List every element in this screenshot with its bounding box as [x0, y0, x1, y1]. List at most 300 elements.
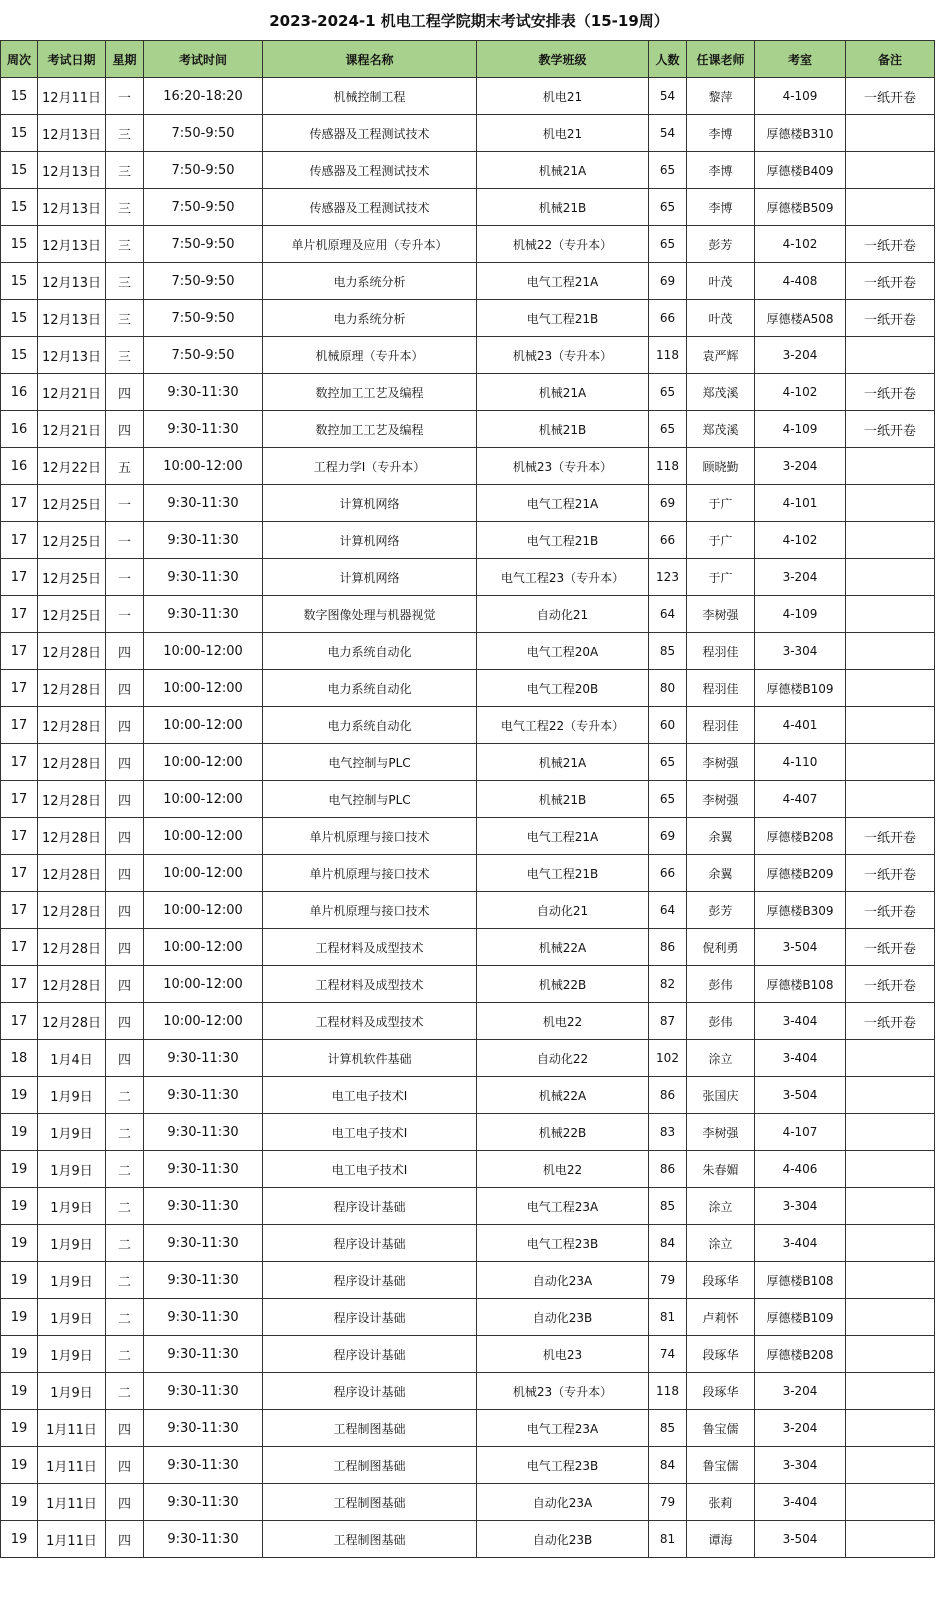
teacher-cell: 朱春媚 — [687, 1151, 755, 1188]
course-name-cell: 工程制图基础 — [263, 1484, 477, 1521]
exam-date-cell: 12月28日 — [38, 855, 106, 892]
course-name-cell: 程序设计基础 — [263, 1336, 477, 1373]
count-cell: 86 — [649, 1077, 687, 1114]
course-name-cell: 电力系统分析 — [263, 300, 477, 337]
week-cell: 17 — [1, 559, 38, 596]
count-cell: 64 — [649, 892, 687, 929]
exam-time-cell: 7:50-9:50 — [144, 263, 263, 300]
course-name-cell: 电力系统自动化 — [263, 707, 477, 744]
week-cell: 15 — [1, 263, 38, 300]
exam-time-cell: 9:30-11:30 — [144, 1262, 263, 1299]
class-cell: 自动化21 — [477, 892, 649, 929]
remark-cell: 一纸开卷 — [846, 818, 935, 855]
count-cell: 66 — [649, 300, 687, 337]
class-cell: 电气工程23（专升本） — [477, 559, 649, 596]
teacher-cell: 郑茂溪 — [687, 374, 755, 411]
page-title: 2023-2024-1 机电工程学院期末考试安排表（15-19周） — [269, 12, 669, 30]
exam-date-cell: 12月13日 — [38, 337, 106, 374]
class-cell: 自动化23B — [477, 1299, 649, 1336]
table-header-row — [1, 41, 935, 78]
class-cell: 电气工程23A — [477, 1188, 649, 1225]
exam-time-cell: 9:30-11:30 — [144, 522, 263, 559]
room-cell: 4-107 — [755, 1114, 846, 1151]
weekday-cell: 四 — [106, 374, 144, 411]
table-row — [1, 374, 935, 411]
count-cell: 85 — [649, 1410, 687, 1447]
week-cell: 19 — [1, 1077, 38, 1114]
room-cell: 4-408 — [755, 263, 846, 300]
exam-date-cell: 12月28日 — [38, 781, 106, 818]
course-name-cell: 工程制图基础 — [263, 1410, 477, 1447]
teacher-cell: 叶茂 — [687, 300, 755, 337]
room-cell: 3-204 — [755, 448, 846, 485]
table-row — [1, 1336, 935, 1373]
room-cell: 3-204 — [755, 559, 846, 596]
exam-time-cell: 9:30-11:30 — [144, 411, 263, 448]
remark-cell — [846, 1225, 935, 1262]
week-cell: 19 — [1, 1447, 38, 1484]
exam-time-cell: 7:50-9:50 — [144, 152, 263, 189]
count-cell: 65 — [649, 744, 687, 781]
weekday-cell: 四 — [106, 855, 144, 892]
remark-cell: 一纸开卷 — [846, 1003, 935, 1040]
class-cell: 机械21B — [477, 189, 649, 226]
week-cell: 17 — [1, 633, 38, 670]
course-name-cell: 单片机原理与接口技术 — [263, 855, 477, 892]
remark-cell — [846, 337, 935, 374]
count-cell: 60 — [649, 707, 687, 744]
teacher-cell: 程羽佳 — [687, 670, 755, 707]
exam-date-cell: 1月9日 — [38, 1114, 106, 1151]
table-row — [1, 781, 935, 818]
count-cell: 80 — [649, 670, 687, 707]
class-cell: 自动化22 — [477, 1040, 649, 1077]
weekday-cell: 四 — [106, 744, 144, 781]
exam-date-cell: 12月28日 — [38, 929, 106, 966]
table-row — [1, 818, 935, 855]
count-cell: 69 — [649, 263, 687, 300]
table-row — [1, 115, 935, 152]
header-exam-time: 考试时间 — [144, 41, 263, 78]
header-remark: 备注 — [846, 41, 935, 78]
teacher-cell: 段琢华 — [687, 1336, 755, 1373]
exam-time-cell: 10:00-12:00 — [144, 892, 263, 929]
course-name-cell: 计算机网络 — [263, 485, 477, 522]
remark-cell: 一纸开卷 — [846, 929, 935, 966]
table-row — [1, 707, 935, 744]
exam-time-cell: 9:30-11:30 — [144, 1188, 263, 1225]
class-cell: 机械22B — [477, 966, 649, 1003]
week-cell: 19 — [1, 1410, 38, 1447]
header-class: 教学班级 — [477, 41, 649, 78]
week-cell: 17 — [1, 855, 38, 892]
weekday-cell: 一 — [106, 559, 144, 596]
remark-cell — [846, 1299, 935, 1336]
weekday-cell: 四 — [106, 411, 144, 448]
room-cell: 4-109 — [755, 411, 846, 448]
room-cell: 3-204 — [755, 1410, 846, 1447]
exam-date-cell: 1月4日 — [38, 1040, 106, 1077]
weekday-cell: 二 — [106, 1151, 144, 1188]
teacher-cell: 李博 — [687, 152, 755, 189]
exam-time-cell: 9:30-11:30 — [144, 1151, 263, 1188]
weekday-cell: 二 — [106, 1077, 144, 1114]
room-cell: 4-102 — [755, 374, 846, 411]
remark-cell: 一纸开卷 — [846, 966, 935, 1003]
course-name-cell: 电力系统自动化 — [263, 633, 477, 670]
remark-cell — [846, 1336, 935, 1373]
room-cell: 厚德楼B310 — [755, 115, 846, 152]
remark-cell — [846, 707, 935, 744]
course-name-cell: 电气控制与PLC — [263, 781, 477, 818]
course-name-cell: 程序设计基础 — [263, 1262, 477, 1299]
remark-cell — [846, 670, 935, 707]
course-name-cell: 计算机网络 — [263, 522, 477, 559]
class-cell: 电气工程21B — [477, 522, 649, 559]
remark-cell — [846, 485, 935, 522]
count-cell: 81 — [649, 1299, 687, 1336]
exam-date-cell: 1月9日 — [38, 1373, 106, 1410]
count-cell: 84 — [649, 1447, 687, 1484]
exam-date-cell: 12月13日 — [38, 226, 106, 263]
exam-date-cell: 12月28日 — [38, 892, 106, 929]
exam-date-cell: 12月25日 — [38, 596, 106, 633]
class-cell: 机械21A — [477, 744, 649, 781]
exam-time-cell: 9:30-11:30 — [144, 1114, 263, 1151]
teacher-cell: 涂立 — [687, 1188, 755, 1225]
course-name-cell: 数控加工工艺及编程 — [263, 374, 477, 411]
course-name-cell: 工程制图基础 — [263, 1447, 477, 1484]
teacher-cell: 李树强 — [687, 781, 755, 818]
teacher-cell: 于广 — [687, 559, 755, 596]
teacher-cell: 涂立 — [687, 1225, 755, 1262]
class-cell: 机电23 — [477, 1336, 649, 1373]
count-cell: 65 — [649, 189, 687, 226]
course-name-cell: 单片机原理与接口技术 — [263, 818, 477, 855]
weekday-cell: 三 — [106, 337, 144, 374]
table-row — [1, 300, 935, 337]
exam-time-cell: 9:30-11:30 — [144, 1299, 263, 1336]
count-cell: 87 — [649, 1003, 687, 1040]
room-cell: 4-101 — [755, 485, 846, 522]
week-cell: 17 — [1, 707, 38, 744]
remark-cell — [846, 1040, 935, 1077]
table-row — [1, 152, 935, 189]
remark-cell: 一纸开卷 — [846, 374, 935, 411]
course-name-cell: 电工电子技术Ⅰ — [263, 1151, 477, 1188]
table-row — [1, 411, 935, 448]
exam-date-cell: 12月13日 — [38, 189, 106, 226]
class-cell: 机电21 — [477, 115, 649, 152]
room-cell: 4-102 — [755, 522, 846, 559]
header-course-name: 课程名称 — [263, 41, 477, 78]
weekday-cell: 四 — [106, 633, 144, 670]
remark-cell — [846, 448, 935, 485]
room-cell: 3-204 — [755, 337, 846, 374]
count-cell: 123 — [649, 559, 687, 596]
room-cell: 4-109 — [755, 78, 846, 115]
exam-date-cell: 1月11日 — [38, 1447, 106, 1484]
header-exam-date: 考试日期 — [38, 41, 106, 78]
table-row — [1, 929, 935, 966]
exam-date-cell: 12月21日 — [38, 411, 106, 448]
class-cell: 机械21B — [477, 781, 649, 818]
teacher-cell: 彭芳 — [687, 226, 755, 263]
table-row — [1, 1373, 935, 1410]
exam-date-cell: 12月28日 — [38, 744, 106, 781]
teacher-cell: 余翼 — [687, 818, 755, 855]
table-row — [1, 633, 935, 670]
week-cell: 15 — [1, 115, 38, 152]
exam-time-cell: 10:00-12:00 — [144, 855, 263, 892]
table-row — [1, 1151, 935, 1188]
week-cell: 19 — [1, 1151, 38, 1188]
exam-time-cell: 9:30-11:30 — [144, 1336, 263, 1373]
exam-date-cell: 12月13日 — [38, 300, 106, 337]
class-cell: 电气工程21A — [477, 818, 649, 855]
course-name-cell: 工程材料及成型技术 — [263, 929, 477, 966]
weekday-cell: 二 — [106, 1114, 144, 1151]
weekday-cell: 四 — [106, 1484, 144, 1521]
weekday-cell: 四 — [106, 781, 144, 818]
class-cell: 机械22A — [477, 929, 649, 966]
remark-cell — [846, 1484, 935, 1521]
teacher-cell: 段琢华 — [687, 1373, 755, 1410]
exam-date-cell: 12月28日 — [38, 670, 106, 707]
exam-time-cell: 10:00-12:00 — [144, 744, 263, 781]
room-cell: 3-504 — [755, 1077, 846, 1114]
teacher-cell: 李树强 — [687, 744, 755, 781]
weekday-cell: 三 — [106, 226, 144, 263]
count-cell: 66 — [649, 855, 687, 892]
teacher-cell: 袁严辉 — [687, 337, 755, 374]
week-cell: 19 — [1, 1484, 38, 1521]
table-row — [1, 1447, 935, 1484]
remark-cell — [846, 1077, 935, 1114]
week-cell: 15 — [1, 189, 38, 226]
teacher-cell: 于广 — [687, 522, 755, 559]
week-cell: 17 — [1, 781, 38, 818]
teacher-cell: 谭海 — [687, 1521, 755, 1558]
remark-cell — [846, 559, 935, 596]
room-cell: 厚德楼B409 — [755, 152, 846, 189]
remark-cell — [846, 1521, 935, 1558]
table-row — [1, 892, 935, 929]
exam-date-cell: 12月28日 — [38, 1003, 106, 1040]
table-row — [1, 448, 935, 485]
exam-time-cell: 16:20-18:20 — [144, 78, 263, 115]
exam-schedule-table — [0, 40, 935, 1558]
weekday-cell: 四 — [106, 1447, 144, 1484]
exam-date-cell: 12月13日 — [38, 152, 106, 189]
exam-date-cell: 1月9日 — [38, 1299, 106, 1336]
count-cell: 85 — [649, 1188, 687, 1225]
room-cell: 4-109 — [755, 596, 846, 633]
course-name-cell: 数控加工工艺及编程 — [263, 411, 477, 448]
exam-time-cell: 9:30-11:30 — [144, 1040, 263, 1077]
teacher-cell: 余翼 — [687, 855, 755, 892]
remark-cell: 一纸开卷 — [846, 411, 935, 448]
weekday-cell: 二 — [106, 1373, 144, 1410]
week-cell: 15 — [1, 337, 38, 374]
teacher-cell: 彭伟 — [687, 1003, 755, 1040]
room-cell: 3-204 — [755, 1373, 846, 1410]
week-cell: 16 — [1, 374, 38, 411]
table-row — [1, 596, 935, 633]
exam-date-cell: 1月9日 — [38, 1336, 106, 1373]
count-cell: 118 — [649, 1373, 687, 1410]
course-name-cell: 传感器及工程测试技术 — [263, 189, 477, 226]
count-cell: 64 — [649, 596, 687, 633]
exam-time-cell: 9:30-11:30 — [144, 1373, 263, 1410]
table-row — [1, 485, 935, 522]
exam-date-cell: 1月9日 — [38, 1188, 106, 1225]
room-cell: 厚德楼B208 — [755, 818, 846, 855]
remark-cell — [846, 189, 935, 226]
week-cell: 17 — [1, 1003, 38, 1040]
weekday-cell: 三 — [106, 300, 144, 337]
teacher-cell: 李树强 — [687, 596, 755, 633]
remark-cell — [846, 115, 935, 152]
class-cell: 机械21A — [477, 374, 649, 411]
remark-cell — [846, 781, 935, 818]
week-cell: 17 — [1, 522, 38, 559]
class-cell: 电气工程20A — [477, 633, 649, 670]
remark-cell — [846, 522, 935, 559]
week-cell: 18 — [1, 1040, 38, 1077]
course-name-cell: 计算机网络 — [263, 559, 477, 596]
table-row — [1, 1040, 935, 1077]
teacher-cell: 鲁宝儒 — [687, 1410, 755, 1447]
week-cell: 15 — [1, 226, 38, 263]
exam-date-cell: 12月28日 — [38, 966, 106, 1003]
teacher-cell: 李博 — [687, 189, 755, 226]
table-row — [1, 1299, 935, 1336]
table-row — [1, 744, 935, 781]
count-cell: 86 — [649, 929, 687, 966]
course-name-cell: 程序设计基础 — [263, 1299, 477, 1336]
room-cell: 4-110 — [755, 744, 846, 781]
weekday-cell: 四 — [106, 929, 144, 966]
remark-cell — [846, 744, 935, 781]
weekday-cell: 二 — [106, 1225, 144, 1262]
teacher-cell: 李博 — [687, 115, 755, 152]
exam-time-cell: 9:30-11:30 — [144, 596, 263, 633]
week-cell: 17 — [1, 818, 38, 855]
class-cell: 机电22 — [477, 1151, 649, 1188]
week-cell: 19 — [1, 1521, 38, 1558]
count-cell: 69 — [649, 818, 687, 855]
class-cell: 自动化23A — [477, 1262, 649, 1299]
class-cell: 机电21 — [477, 78, 649, 115]
room-cell: 厚德楼B109 — [755, 1299, 846, 1336]
course-name-cell: 单片机原理及应用（专升本） — [263, 226, 477, 263]
remark-cell — [846, 1373, 935, 1410]
exam-time-cell: 10:00-12:00 — [144, 929, 263, 966]
count-cell: 85 — [649, 633, 687, 670]
header-count: 人数 — [649, 41, 687, 78]
room-cell: 4-406 — [755, 1151, 846, 1188]
exam-date-cell: 12月22日 — [38, 448, 106, 485]
weekday-cell: 四 — [106, 892, 144, 929]
teacher-cell: 涂立 — [687, 1040, 755, 1077]
weekday-cell: 五 — [106, 448, 144, 485]
remark-cell: 一纸开卷 — [846, 226, 935, 263]
table-row — [1, 226, 935, 263]
exam-date-cell: 1月9日 — [38, 1262, 106, 1299]
remark-cell — [846, 1410, 935, 1447]
remark-cell: 一纸开卷 — [846, 263, 935, 300]
weekday-cell: 二 — [106, 1299, 144, 1336]
header-room: 考室 — [755, 41, 846, 78]
class-cell: 机械22（专升本） — [477, 226, 649, 263]
exam-date-cell: 1月9日 — [38, 1151, 106, 1188]
weekday-cell: 三 — [106, 263, 144, 300]
header-teacher: 任课老师 — [687, 41, 755, 78]
weekday-cell: 四 — [106, 670, 144, 707]
week-cell: 19 — [1, 1188, 38, 1225]
course-name-cell: 电气控制与PLC — [263, 744, 477, 781]
exam-time-cell: 9:30-11:30 — [144, 374, 263, 411]
weekday-cell: 一 — [106, 485, 144, 522]
count-cell: 66 — [649, 522, 687, 559]
course-name-cell: 工程制图基础 — [263, 1521, 477, 1558]
week-cell: 19 — [1, 1114, 38, 1151]
table-row — [1, 1188, 935, 1225]
table-row — [1, 1003, 935, 1040]
class-cell: 电气工程22（专升本） — [477, 707, 649, 744]
room-cell: 厚德楼B509 — [755, 189, 846, 226]
room-cell: 3-304 — [755, 1188, 846, 1225]
table-row — [1, 522, 935, 559]
week-cell: 17 — [1, 929, 38, 966]
table-body — [1, 78, 935, 1558]
room-cell: 3-404 — [755, 1040, 846, 1077]
exam-date-cell: 12月11日 — [38, 78, 106, 115]
remark-cell — [846, 1447, 935, 1484]
table-row — [1, 1225, 935, 1262]
class-cell: 电气工程21A — [477, 485, 649, 522]
room-cell: 4-102 — [755, 226, 846, 263]
table-row — [1, 670, 935, 707]
count-cell: 79 — [649, 1484, 687, 1521]
count-cell: 69 — [649, 485, 687, 522]
class-cell: 电气工程23B — [477, 1225, 649, 1262]
class-cell: 自动化23B — [477, 1521, 649, 1558]
room-cell: 3-404 — [755, 1003, 846, 1040]
course-name-cell: 程序设计基础 — [263, 1225, 477, 1262]
exam-date-cell: 12月25日 — [38, 522, 106, 559]
weekday-cell: 二 — [106, 1262, 144, 1299]
class-cell: 电气工程23A — [477, 1410, 649, 1447]
table-row — [1, 1262, 935, 1299]
count-cell: 118 — [649, 337, 687, 374]
exam-time-cell: 9:30-11:30 — [144, 1521, 263, 1558]
table-row — [1, 1521, 935, 1558]
teacher-cell: 郑茂溪 — [687, 411, 755, 448]
week-cell: 19 — [1, 1225, 38, 1262]
class-cell: 机械23（专升本） — [477, 448, 649, 485]
room-cell: 厚德楼A508 — [755, 300, 846, 337]
table-row — [1, 1484, 935, 1521]
table-row — [1, 337, 935, 374]
course-name-cell: 传感器及工程测试技术 — [263, 152, 477, 189]
course-name-cell: 单片机原理与接口技术 — [263, 892, 477, 929]
course-name-cell: 电工电子技术Ⅰ — [263, 1077, 477, 1114]
teacher-cell: 程羽佳 — [687, 633, 755, 670]
remark-cell: 一纸开卷 — [846, 855, 935, 892]
weekday-cell: 四 — [106, 1003, 144, 1040]
